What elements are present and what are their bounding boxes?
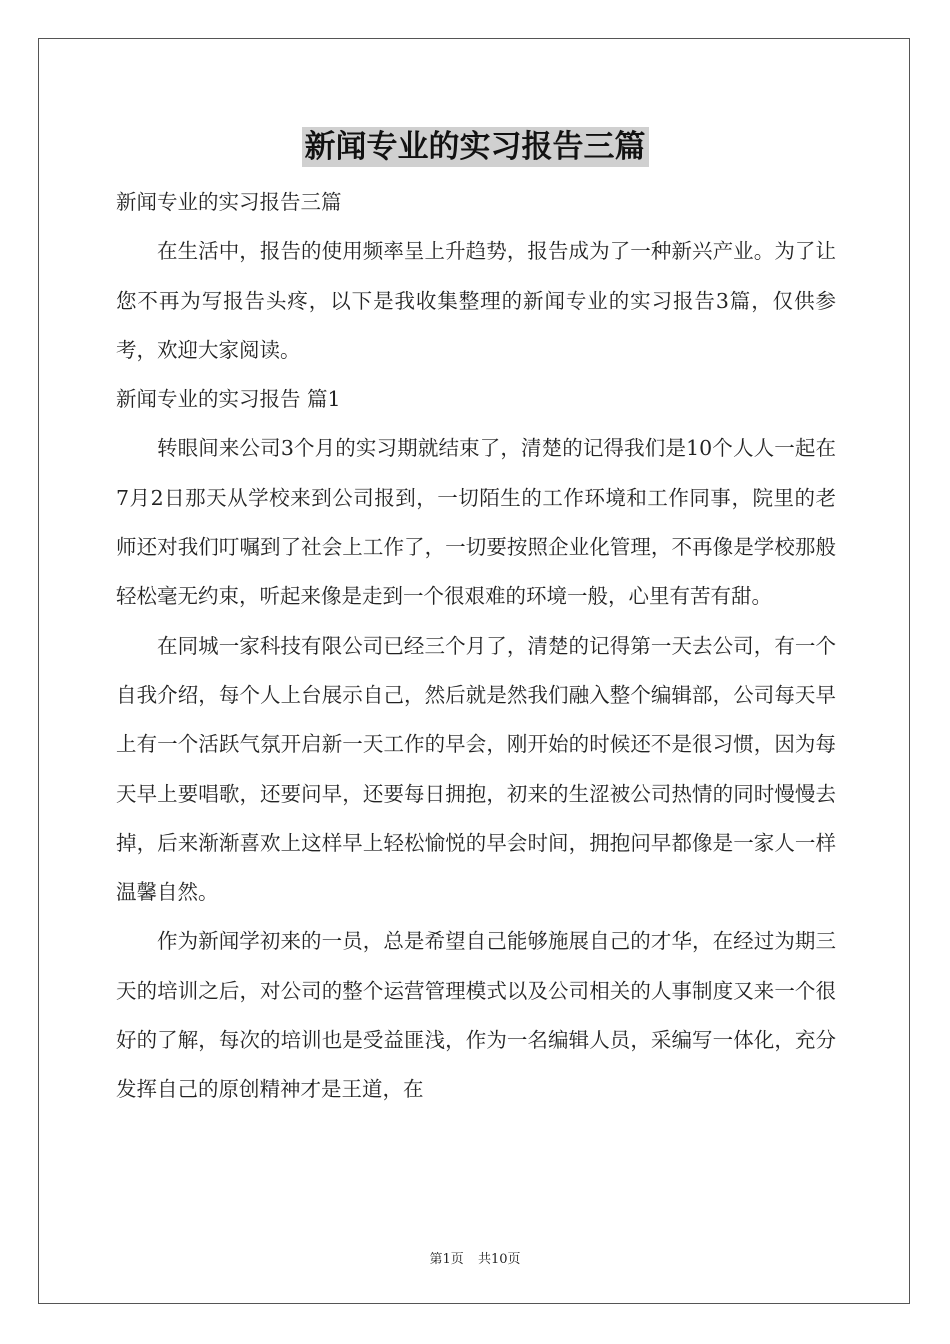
- document-body: [116, 178, 836, 1115]
- body-paragraph: 转眼间来公司3个月的实习期就结束了，清楚的记得我们是10个人人一起在7月2日那天从学校来到公司报到，一切陌生的工作环境和工作同事，院里的老师还对我们叮嘱到了社会上工作了，一切要按照企业化管理，不再像是学校那般轻松毫无约束，听起来像是走到一个很艰难的环境一般，心里有苦有甜。: [116, 436, 836, 609]
- page-number: 第1页: [429, 1252, 464, 1267]
- section-heading: 新闻专业的实习报告 篇1: [116, 387, 341, 412]
- intro-paragraph: 在生活中，报告的使用频率呈上升趋势，报告成为了一种新兴产业。为了让您不再为写报告头疼，以下是我收集整理的新闻专业的实习报告3篇，仅供参考，欢迎大家阅读。: [116, 239, 836, 362]
- body-paragraph: 作为新闻学初来的一员，总是希望自己能够施展自己的才华，在经过为期三天的培训之后，对公司的整个运营管理模式以及公司相关的人事制度又来一个很好的了解，每次的培训也是受益匪浅，作为一名编辑人员，采编写一体化，充分发挥自己的原创精神才是王道，在: [116, 929, 836, 1102]
- body-paragraph: 在同城一家科技有限公司已经三个月了，清楚的记得第一天去公司，有一个自我介绍，每个人上台展示自己，然后就是然我们融入整个编辑部，公司每天早上有一个活跃气氛开启新一天工作的早会，刚开始的时候还不是很习惯，因为每天早上要唱歌，还要问早，还要每日拥抱，初来的生涩被公司热情的同时慢慢去掉，后来渐渐喜欢上这样早上轻松愉悦的早会时间，拥抱问早都像是一家人一样温馨自然。: [116, 633, 836, 905]
- document-title: 新闻专业的实习报告三篇: [302, 127, 649, 167]
- page-total: 共10页: [477, 1252, 521, 1267]
- page-footer: [0, 1248, 950, 1267]
- title-container: [0, 127, 950, 167]
- subtitle-line: 新闻专业的实习报告三篇: [116, 190, 342, 214]
